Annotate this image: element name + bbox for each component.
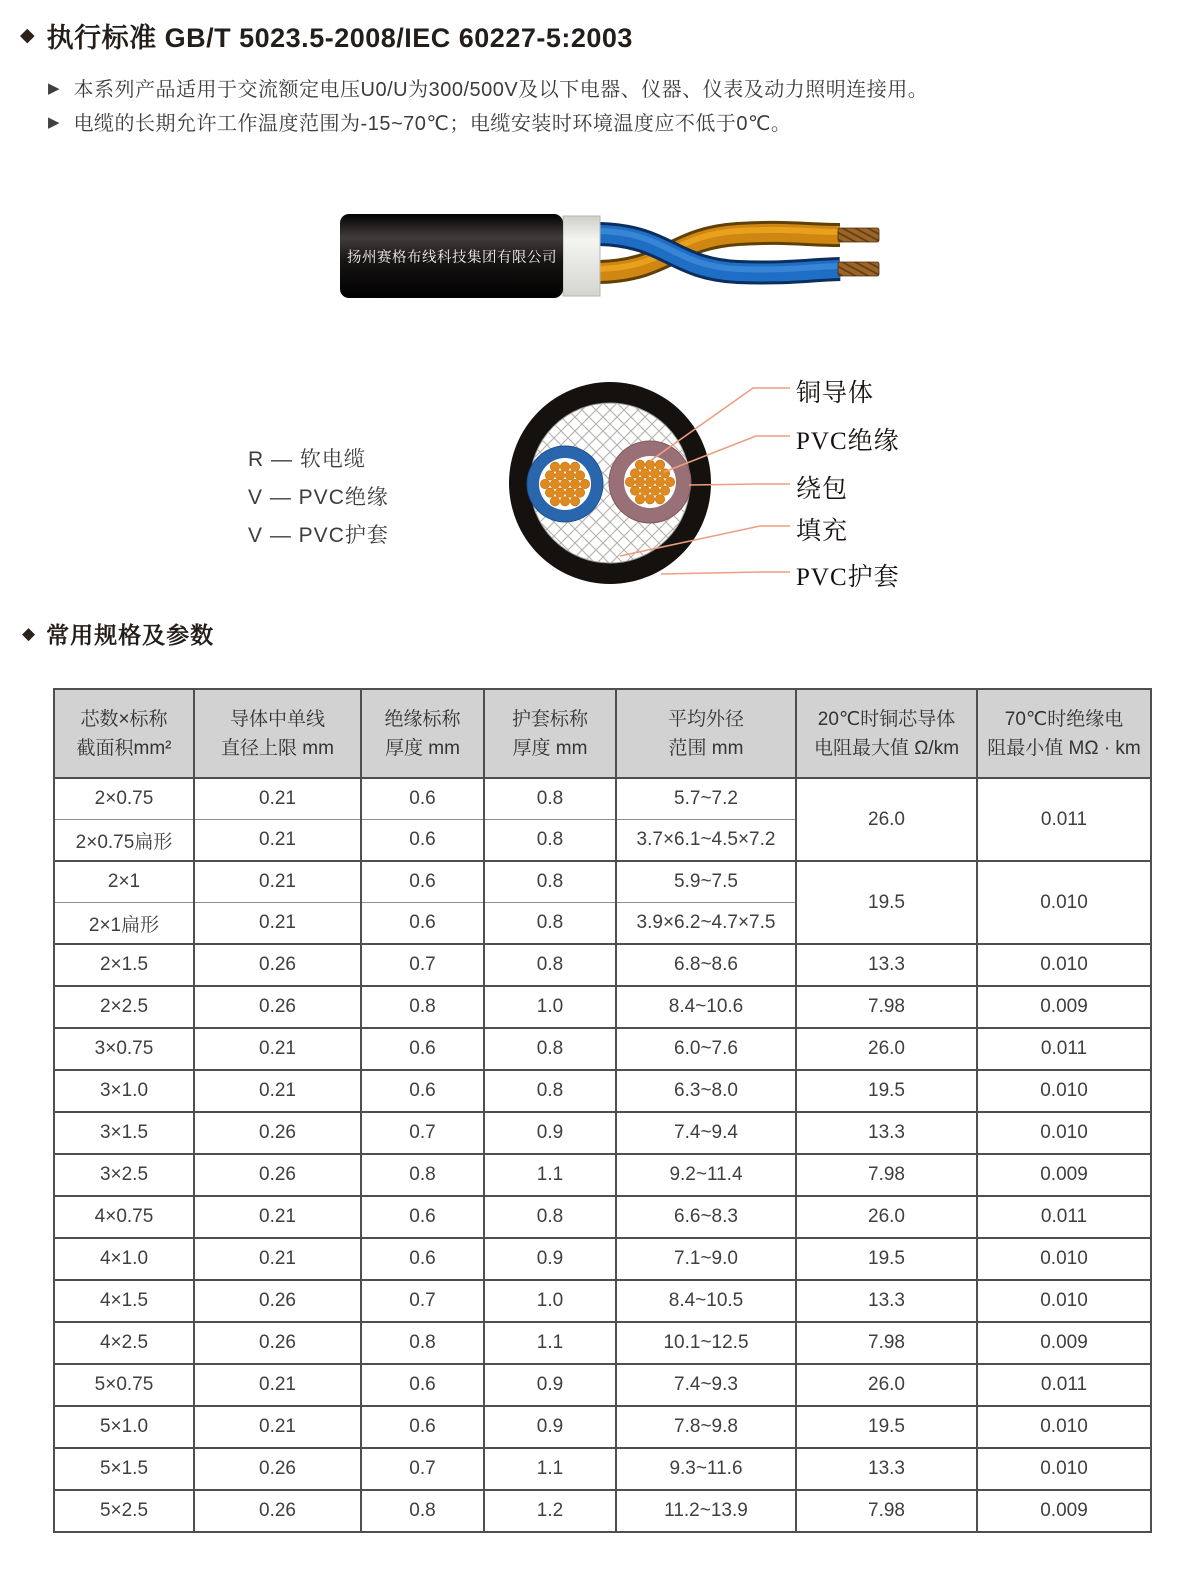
table-cell: 0.21: [194, 1406, 361, 1448]
column-header: [796, 689, 977, 778]
table-cell: 0.011: [977, 1364, 1151, 1406]
table-cell: 26.0: [796, 778, 977, 861]
table-cell: 2×1: [54, 861, 194, 903]
table-cell: 0.8: [361, 1490, 484, 1532]
column-header-line: 护套标称: [511, 708, 588, 730]
table-cell: 8.4~10.6: [616, 986, 796, 1028]
table-cell: 0.26: [194, 1280, 361, 1322]
column-header-line: 70℃时绝缘电: [1004, 708, 1124, 730]
bullet-text: 电缆的长期允许工作温度范围为-15~70℃；电缆安装时环境温度应不低于0℃。: [73, 113, 792, 135]
bullet-row: [48, 111, 791, 137]
specs-section-title: 常用规格及参数: [46, 622, 215, 648]
table-cell: 3×1.0: [54, 1070, 194, 1112]
table-row: [54, 1322, 1151, 1364]
table-cell: 0.26: [194, 1322, 361, 1364]
specs-section-row: [22, 617, 214, 650]
table-cell: 19.5: [796, 861, 977, 944]
table-header-row: [54, 689, 1151, 778]
table-cell: 0.009: [977, 986, 1151, 1028]
table-cell: 4×1.5: [54, 1280, 194, 1322]
table-row: [54, 944, 1151, 986]
table-cell: 4×2.5: [54, 1322, 194, 1364]
table-cell: 0.6: [361, 1406, 484, 1448]
table-cell: 3×1.5: [54, 1112, 194, 1154]
table-cell: 0.009: [977, 1322, 1151, 1364]
table-cell: 7.98: [796, 1154, 977, 1196]
table-cell: 4×1.0: [54, 1238, 194, 1280]
table-cell: 6.0~7.6: [616, 1028, 796, 1070]
table-cell: 6.8~8.6: [616, 944, 796, 986]
table-cell: 1.1: [484, 1448, 616, 1490]
diamond-icon: ◆: [20, 25, 35, 46]
table-cell: 0.8: [484, 861, 616, 903]
table-cell: 0.26: [194, 1112, 361, 1154]
table-row: [54, 1196, 1151, 1238]
table-cell: 0.010: [977, 1280, 1151, 1322]
table-cell: 0.21: [194, 1028, 361, 1070]
table-row: [54, 1028, 1151, 1070]
table-row: [54, 1154, 1151, 1196]
table-cell: 7.4~9.3: [616, 1364, 796, 1406]
table-cell: 10.1~12.5: [616, 1322, 796, 1364]
table-row: [54, 1112, 1151, 1154]
table-cell: 0.010: [977, 1406, 1151, 1448]
table-cell: 5×1.0: [54, 1406, 194, 1448]
bullet-text: 本系列产品适用于交流额定电压U0/U为300/500V及以下电器、仪器、仪表及动力照明连接用。: [73, 79, 929, 101]
triangle-bullet-icon: ▶: [48, 114, 60, 131]
column-header-line: 绝缘标称: [384, 708, 461, 730]
triangle-bullet-icon: ▶: [48, 80, 60, 97]
column-header-line: 厚度 mm: [512, 737, 588, 759]
table-row: [54, 1238, 1151, 1280]
diamond-icon: ◆: [22, 623, 36, 643]
table-cell: 0.7: [361, 944, 484, 986]
table-cell: 0.010: [977, 1112, 1151, 1154]
column-header: [977, 689, 1151, 778]
table-cell: 0.26: [194, 986, 361, 1028]
bullet-row: [48, 77, 928, 103]
table-cell: 19.5: [796, 1070, 977, 1112]
leader-line-wrap: [689, 484, 790, 485]
table-cell: 7.98: [796, 986, 977, 1028]
table-cell: 1.0: [484, 1280, 616, 1322]
table-row: [54, 1070, 1151, 1112]
table-row: [54, 778, 1151, 820]
column-header-line: 范围 mm: [668, 737, 744, 759]
column-header-line: 电阻最大值 Ω/km: [813, 737, 960, 759]
table-cell: 13.3: [796, 1280, 977, 1322]
table-cell: 7.4~9.4: [616, 1112, 796, 1154]
standard-title-row: [20, 16, 633, 55]
diagram-label: PVC护套: [796, 564, 900, 591]
table-cell: 0.6: [361, 1028, 484, 1070]
table-cell: 2×1.5: [54, 944, 194, 986]
column-header: [361, 689, 484, 778]
column-header-line: 平均外径: [667, 708, 744, 730]
table-cell: 0.26: [194, 944, 361, 986]
table-cell: 0.9: [484, 1406, 616, 1448]
table-cell: 0.8: [361, 1154, 484, 1196]
column-header-line: 芯数×标称: [80, 708, 168, 730]
table-cell: 0.009: [977, 1490, 1151, 1532]
table-cell: 0.6: [361, 778, 484, 820]
diagram-label: 铜导体: [796, 380, 875, 407]
table-cell: 3.9×6.2~4.7×7.5: [616, 903, 796, 945]
table-cell: 7.98: [796, 1322, 977, 1364]
diagram-label: 绕包: [796, 476, 849, 503]
table-cell: 0.21: [194, 1364, 361, 1406]
diagram-label: 填充: [796, 518, 849, 545]
table-cell: 0.6: [361, 820, 484, 862]
table-cell: 0.010: [977, 861, 1151, 944]
copper-tip: [838, 228, 879, 242]
table-cell: 0.8: [361, 1322, 484, 1364]
table-cell: 5.9~7.5: [616, 861, 796, 903]
column-header: [194, 689, 361, 778]
table-cell: 5×0.75: [54, 1364, 194, 1406]
table-cell: 0.6: [361, 861, 484, 903]
table-cell: 0.011: [977, 778, 1151, 861]
table-cell: 0.21: [194, 861, 361, 903]
leader-line-sheath: [661, 572, 790, 574]
table-cell: 26.0: [796, 1028, 977, 1070]
table-cell: 3×2.5: [54, 1154, 194, 1196]
table-cell: 5.7~7.2: [616, 778, 796, 820]
table-cell: 0.21: [194, 1196, 361, 1238]
table-cell: 0.011: [977, 1196, 1151, 1238]
table-cell: 8.4~10.5: [616, 1280, 796, 1322]
table-cell: 0.8: [484, 778, 616, 820]
table-row: [54, 1364, 1151, 1406]
table-cell: 0.21: [194, 1238, 361, 1280]
table-cell: 2×0.75扁形: [54, 820, 194, 862]
table-cell: 0.6: [361, 1196, 484, 1238]
table-cell: 7.8~9.8: [616, 1406, 796, 1448]
table-cell: 0.8: [484, 903, 616, 945]
table-cell: 0.6: [361, 1364, 484, 1406]
table-cell: 26.0: [796, 1364, 977, 1406]
table-cell: 0.7: [361, 1112, 484, 1154]
table-cell: 0.26: [194, 1448, 361, 1490]
table-row: [54, 1280, 1151, 1322]
table-cell: 7.1~9.0: [616, 1238, 796, 1280]
column-header: [616, 689, 796, 778]
table-cell: 7.98: [796, 1490, 977, 1532]
table-cell: 0.7: [361, 1448, 484, 1490]
column-header-line: 直径上限 mm: [221, 737, 334, 759]
table-cell: 3×0.75: [54, 1028, 194, 1070]
table-cell: 0.010: [977, 944, 1151, 986]
table-cell: 3.7×6.1~4.5×7.2: [616, 820, 796, 862]
legend-line: R — 软电缆: [248, 448, 366, 471]
table-cell: 1.0: [484, 986, 616, 1028]
table-cell: 2×0.75: [54, 778, 194, 820]
table-cell: 0.010: [977, 1070, 1151, 1112]
table-cell: 0.9: [484, 1112, 616, 1154]
table-cell: 1.1: [484, 1322, 616, 1364]
table-row: [54, 861, 1151, 903]
column-header: [54, 689, 194, 778]
table-cell: 0.21: [194, 778, 361, 820]
table-row: [54, 1490, 1151, 1532]
table-row: [54, 1448, 1151, 1490]
table-cell: 26.0: [796, 1196, 977, 1238]
table-cell: 0.21: [194, 1070, 361, 1112]
table-cell: 0.21: [194, 903, 361, 945]
column-header-line: 截面积mm²: [76, 737, 172, 759]
cable-brand-text: 扬州赛格布线科技集团有限公司: [347, 250, 557, 266]
table-cell: 6.3~8.0: [616, 1070, 796, 1112]
table-cell: 1.1: [484, 1154, 616, 1196]
standard-title: 执行标准 GB/T 5023.5-2008/IEC 60227-5:2003: [46, 23, 633, 53]
legend-line: V — PVC护套: [248, 524, 389, 547]
table-cell: 19.5: [796, 1238, 977, 1280]
table-cell: 0.7: [361, 1280, 484, 1322]
table-cell: 0.010: [977, 1238, 1151, 1280]
cable-photo: [338, 208, 886, 304]
table-cell: 11.2~13.9: [616, 1490, 796, 1532]
column-header-line: 20℃时铜芯导体: [817, 708, 956, 730]
column-header-line: 厚度 mm: [385, 737, 460, 759]
table-cell: 0.9: [484, 1238, 616, 1280]
table-cell: 0.8: [484, 1196, 616, 1238]
table-cell: 5×2.5: [54, 1490, 194, 1532]
table-cell: 0.8: [484, 944, 616, 986]
table-cell: 0.9: [484, 1364, 616, 1406]
table-cell: 0.26: [194, 1154, 361, 1196]
table-cell: 9.3~11.6: [616, 1448, 796, 1490]
table-cell: 9.2~11.4: [616, 1154, 796, 1196]
table-cell: 4×0.75: [54, 1196, 194, 1238]
diagram-label: PVC绝缘: [796, 428, 900, 455]
table-cell: 0.6: [361, 1070, 484, 1112]
cable-wrap: [563, 216, 600, 296]
table-cell: 0.8: [484, 820, 616, 862]
legend-line: V — PVC绝缘: [248, 486, 389, 509]
table-cell: 0.010: [977, 1448, 1151, 1490]
spec-table: [53, 688, 1152, 1533]
table-cell: 2×2.5: [54, 986, 194, 1028]
table-cell: 5×1.5: [54, 1448, 194, 1490]
table-cell: 0.6: [361, 903, 484, 945]
table-cell: 19.5: [796, 1406, 977, 1448]
table-cell: 13.3: [796, 1448, 977, 1490]
table-cell: 0.8: [484, 1070, 616, 1112]
table-cell: 0.011: [977, 1028, 1151, 1070]
table-row: [54, 1406, 1151, 1448]
column-header-line: 阻最小值 MΩ · km: [987, 737, 1141, 759]
table-cell: 0.21: [194, 820, 361, 862]
table-cell: 6.6~8.3: [616, 1196, 796, 1238]
copper-tip: [838, 262, 879, 276]
table-cell: 0.26: [194, 1490, 361, 1532]
code-legend: [248, 441, 389, 555]
column-header: [484, 689, 616, 778]
table-cell: 0.009: [977, 1154, 1151, 1196]
table-cell: 0.6: [361, 1238, 484, 1280]
table-cell: 13.3: [796, 944, 977, 986]
table-cell: 0.8: [361, 986, 484, 1028]
table-cell: 2×1扁形: [54, 903, 194, 945]
cross-section-diagram: [498, 368, 798, 603]
table-cell: 0.8: [484, 1028, 616, 1070]
table-cell: 13.3: [796, 1112, 977, 1154]
column-header-line: 导体中单线: [229, 708, 325, 730]
table-cell: 1.2: [484, 1490, 616, 1532]
table-row: [54, 986, 1151, 1028]
